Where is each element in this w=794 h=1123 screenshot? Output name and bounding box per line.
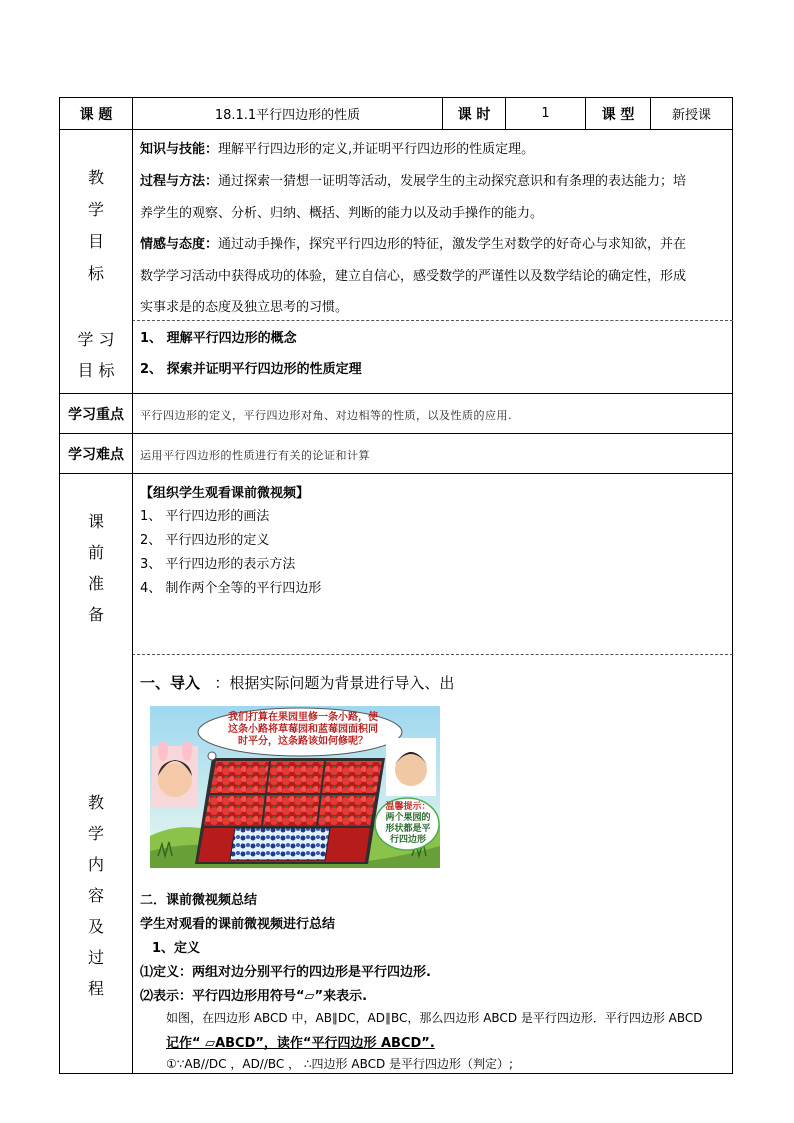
hint-text <box>378 802 438 846</box>
prep-item-3: 3、 平行四边形的表示方法 <box>140 557 296 572</box>
process-head: 过程与方法： <box>140 174 219 189</box>
representation-text: ⑵表示：平行四边形用符号“▱”来表示. <box>140 989 368 1004</box>
process-line-1 <box>140 170 686 189</box>
goals-label-2: 学 <box>87 200 104 219</box>
content-label-2: 学 <box>87 824 104 843</box>
row-divider <box>59 393 733 394</box>
period-value: 1 <box>541 106 550 121</box>
emotion-head: 情感与态度： <box>140 237 219 252</box>
process-line-2: 养学生的观察、分析、归纳、概括、判断的能力以及动手操作的能力。 <box>140 206 544 221</box>
hint-line-1: 两个果园的 <box>385 813 431 823</box>
summary-sub: 学生对观看的课前微视频进行总结 <box>140 917 336 932</box>
emotion-line-3: 实事求是的态度及独立思考的习惯。 <box>140 300 349 315</box>
content-label-4: 容 <box>87 886 104 905</box>
speech-bubble-text <box>208 712 398 748</box>
column-divider <box>132 97 133 1074</box>
intro-text: ：根据实际问题为背景进行导入、出 <box>214 674 455 692</box>
bubble-line-1: 我们打算在果园里修一条小路，使 <box>228 712 378 723</box>
judge-text: ①∵AB//DC ，AD//BC ， ∴四边形 ABCD 是平行四边形（判定）; <box>166 1057 514 1071</box>
prep-label-1: 课 <box>87 512 104 531</box>
learning-goals-label-1: 学 习 <box>77 330 115 349</box>
content-label-6: 过 <box>87 948 104 967</box>
type-label: 课 型 <box>601 106 635 123</box>
emotion-line-1 <box>140 233 686 252</box>
goals-label-3: 目 <box>87 232 104 251</box>
hint-line-3: 行四边形 <box>389 835 426 845</box>
intro-head: 一、导入 <box>140 674 201 692</box>
bubble-line-3: 时平分，这条路该如何修呢？ <box>238 736 368 747</box>
knowledge-head: 知识与技能： <box>140 142 219 157</box>
row-divider <box>59 433 733 434</box>
prep-label-3: 准 <box>87 574 104 593</box>
key-points-label: 学习重点 <box>68 406 124 423</box>
knowledge-text: 理解平行四边形的定义,并证明平行四边形的性质定理。 <box>218 142 535 157</box>
summary-head: 二．课前微视频总结 <box>140 893 258 908</box>
prep-heading: 【组织学生观看课前微视频】 <box>140 486 310 501</box>
type-value: 新授课 <box>671 108 711 123</box>
notation-text: 记作“ ▱ABCD”，读作“平行四边形 ABCD”. <box>166 1036 435 1051</box>
learning-goal-2: 2、 探索并证明平行四边形的性质定理 <box>140 362 362 377</box>
prep-label-2: 前 <box>87 543 104 562</box>
hint-line-2: 形状都是平 <box>385 824 431 834</box>
emotion-line-2: 数学学习活动中获得成功的体验，建立自信心，感受数学的严谨性以及数学结论的确定性，形成 <box>140 269 687 284</box>
difficulties-text: 运用平行四边形的性质进行有关的论证和计算 <box>140 449 370 462</box>
row-divider <box>59 473 733 474</box>
content-label-5: 及 <box>87 917 104 936</box>
intro-line <box>140 672 454 693</box>
period-label: 课 时 <box>457 106 491 123</box>
prep-item-1: 1、 平行四边形的画法 <box>140 509 270 524</box>
prep-label-4: 备 <box>87 605 104 624</box>
knowledge-line <box>140 138 534 157</box>
example-text: 如图，在四边形 ABCD 中，AB∥DC，AD∥BC，那么四边形 ABCD 是平行四边形．平行四边形 ABCD <box>166 1011 703 1025</box>
prep-item-2: 2、 平行四边形的定义 <box>140 533 270 548</box>
goals-label-1: 教 <box>87 168 104 187</box>
process-text-1: 通过探索一猜想一证明等活动，发展学生的主动探究意识和有条理的表达能力；培 <box>218 174 687 189</box>
learning-goal-1: 1、 理解平行四边形的概念 <box>140 331 297 346</box>
emotion-text-1: 通过动手操作，探究平行四边形的特征，激发学生对数学的好奇心与求知欲，并在 <box>218 237 687 252</box>
prep-item-4: 4、 制作两个全等的平行四边形 <box>140 581 322 596</box>
definition-head: 1、定义 <box>152 941 201 956</box>
orchard-illustration <box>150 706 440 868</box>
bubble-line-2: 这条小路将草莓园和蓝莓园面积同 <box>228 724 378 735</box>
row-divider <box>59 129 733 130</box>
content-label-3: 内 <box>87 855 104 874</box>
goals-label-4: 标 <box>87 264 104 283</box>
topic-value: 18.1.1平行四边形的性质 <box>214 108 361 123</box>
learning-goals-label-2: 目 标 <box>77 361 115 380</box>
row-divider-dashed <box>132 320 733 321</box>
definition-text: ⑴定义：两组对边分别平行的四边形是平行四边形. <box>140 965 431 980</box>
key-points-text: 平行四边形的定义，平行四边形对角、对边相等的性质，以及性质的应用. <box>140 409 512 422</box>
row-divider-dashed <box>132 654 733 655</box>
difficulties-label: 学习难点 <box>68 446 124 463</box>
content-label-7: 程 <box>87 979 104 998</box>
hint-title: 温馨提示： <box>385 802 431 812</box>
content-label-1: 教 <box>87 793 104 812</box>
topic-label: 课 题 <box>79 106 113 123</box>
